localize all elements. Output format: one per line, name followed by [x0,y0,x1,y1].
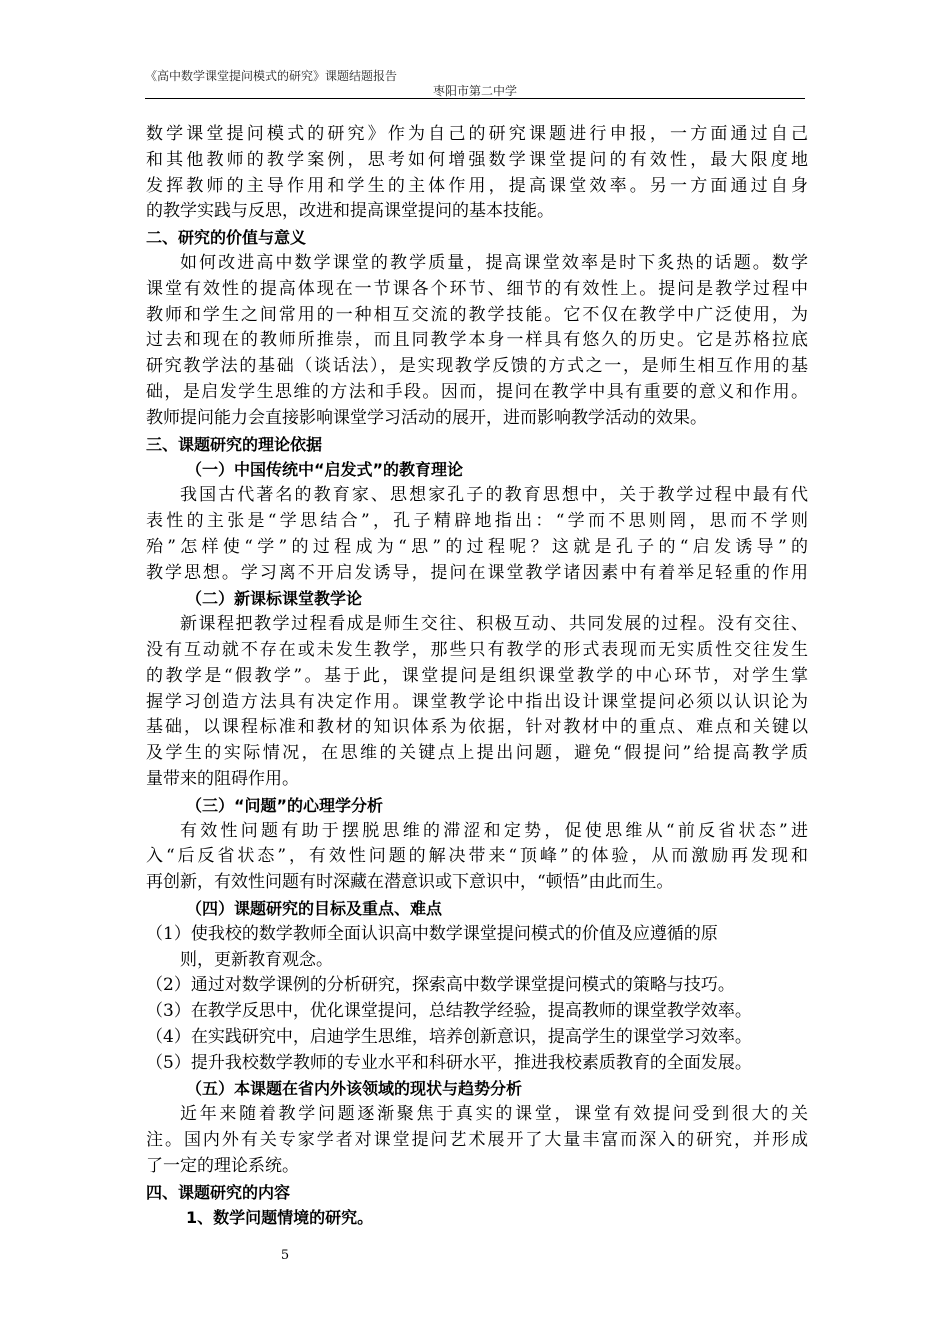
body-line: 有效性问题有助于摆脱思维的滞涩和定势，促使思维从“前反省状态”进 [180,820,808,841]
body-line: 近年来随着教学问题逐渐聚焦于真实的课堂，课堂有效提问受到很大的关 [180,1104,808,1125]
body-line: 的教学是“假教学”。基于此，课堂提问是组织课堂教学的中心环节，对学生掌 [146,665,808,686]
body-line: 了一定的理论系统。 [146,1155,299,1176]
body-line: 教师提问能力会直接影响课堂学习活动的展开，进而影响教学活动的效果。 [146,407,707,428]
body-line: 研究教学法的基础（谈话法），是实现教学反馈的方式之一，是师生相互作用的基 [146,356,808,377]
body-line: 握学习创造方法具有决定作用。课堂教学论中指出设计课堂提问必须以认识论为 [146,691,808,712]
list-item: （5）提升我校数学教师的专业水平和科研水平，推进我校素质教育的全面发展。 [146,1052,752,1073]
body-line: 入“后反省状态”，有效性问题的解决带来“顶峰”的体验，从而激励再发现和 [146,846,808,867]
header-title: 《高中数学课堂提问模式的研究》课题结题报告 [145,69,398,83]
subsection-heading: （一）中国传统中“启发式”的教育理论 [186,460,464,480]
page-number: 5 [280,1248,290,1263]
body-line: 再创新，有效性问题有时深藏在潜意识或下意识中，“顿悟”由此而生。 [146,872,674,893]
subsection-heading: （二）新课标课堂教学论 [186,589,363,609]
body-line: 数学课堂提问模式的研究》作为自己的研究课题进行申报，一方面通过自己 [146,124,808,144]
body-text [146,122,808,1231]
subsection-heading: （五）本课题在省内外该领域的现状与趋势分析 [186,1079,523,1099]
body-line: 量带来的阻碍作用。 [146,768,299,789]
body-line: 教学思想。学习离不开启发诱导，提问在课堂教学诸因素中有着举足轻重的作用 [146,562,808,583]
body-line: 和其他教师的教学案例，思考如何增强数学课堂提问的有效性，最大限度地 [146,149,808,170]
header-rule [145,98,805,99]
list-item: （4）在实践研究中，启迪学生思维，培养创新意识，提高学生的课堂学习效率。 [146,1026,752,1047]
header-school: 枣阳市第二中学 [432,84,517,98]
list-item: （2）通过对数学课例的分析研究，探索高中数学课堂提问模式的策略与技巧。 [146,975,735,996]
body-line: 过去和现在的教师所推崇，而且同教学本身一样具有悠久的历史。它是苏格拉底 [146,330,808,351]
body-line: 殆”怎样使“学”的过程成为“思”的过程呢？这就是孔子的“启发诱导”的 [146,536,808,557]
section-heading: 二、研究的价值与意义 [146,228,307,248]
body-line: 注。国内外有关专家学者对课堂提问艺术展开了大量丰富而深入的研究，并形成 [146,1130,808,1151]
list-item-continuation: 则，更新教育观念。 [180,949,333,970]
list-item: （1）使我校的数学教师全面认识高中数学课堂提问模式的价值及应遵循的原 [146,923,718,944]
subsection-heading: （三）“问题”的心理学分析 [186,795,384,815]
body-line: 我国古代著名的教育家、思想家孔子的教育思想中，关于教学过程中最有代 [180,485,808,506]
body-line: 教师和学生之间常用的一种相互交流的教学技能。它不仅在教学中广泛使用，为 [146,304,808,325]
body-line: 础，是启发学生思维的方法和手段。因而，提问在教学中具有重要的意义和作用。 [146,381,808,402]
body-line: 如何改进高中数学课堂的教学质量，提高课堂效率是时下炙热的话题。数学 [180,252,808,273]
body-line: 基础，以课程标准和教材的知识体系为依据，针对教材中的重点、难点和关键以 [146,717,808,738]
body-line: 及学生的实际情况，在思维的关键点上提出问题，避免“假提问”给提高教学质 [146,743,808,764]
body-line: 课堂有效性的提高体现在一节课各个环节、细节的有效性上。提问是教学过程中 [146,278,808,299]
body-line: 发挥教师的主导作用和学生的主体作用，提高课堂效率。另一方面通过自身 [146,175,808,196]
body-line: 的教学实践与反思，改进和提高课堂提问的基本技能。 [146,201,554,222]
body-line: 新课程把教学过程看成是师生交往、积极互动、共同发展的过程。没有交往、 [180,614,808,635]
body-line: 没有互动就不存在或未发生教学，那些只有教学的形式表现而无实质性交往发生 [146,639,808,660]
list-item: （3）在教学反思中，优化课堂提问，总结教学经验，提高教师的课堂教学效率。 [146,1001,752,1022]
subsection-heading: （四）课题研究的目标及重点、难点 [186,898,443,918]
body-line: 表性的主张是“学思结合”，孔子精辟地指出：“学而不思则罔，思而不学则 [146,510,808,531]
section-heading: 三、课题研究的理论依据 [146,434,323,454]
section-heading: 四、课题研究的内容 [146,1182,291,1202]
subsection-heading: 1、数学问题情境的研究。 [186,1208,374,1228]
